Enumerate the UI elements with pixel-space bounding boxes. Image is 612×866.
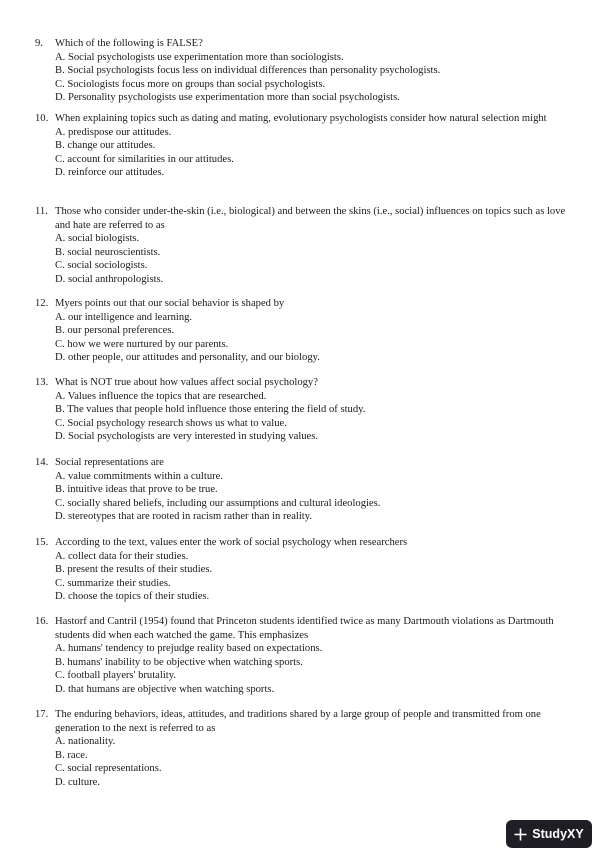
- question-stem: When explaining topics such as dating and mating, evolutionary psychologists consider how natural selection might: [55, 113, 547, 124]
- question-number: 17.: [35, 709, 49, 720]
- question-stem: Which of the following is FALSE?: [55, 38, 203, 49]
- question-10: [35, 112, 575, 180]
- question-number: 11.: [35, 206, 48, 217]
- question-number: 16.: [35, 616, 49, 627]
- question-number: 15.: [35, 537, 49, 548]
- option-d: D. choose the topics of their studies.: [55, 591, 210, 603]
- option-c: C. Social psychology research shows us what to value.: [55, 417, 287, 429]
- option-b: B. race.: [55, 749, 88, 761]
- option-d: D. social anthropologists.: [55, 273, 164, 285]
- badge-label: StudyXY: [532, 827, 584, 841]
- option-d: D. other people, our attitudes and personality, and our biology.: [55, 352, 320, 364]
- option-a: A. social biologists.: [55, 233, 140, 245]
- option-d: D. Personality psychologists use experimentation more than social psychologists.: [55, 92, 400, 104]
- question-stem: According to the text, values enter the work of social psychology when researchers: [55, 537, 408, 548]
- question-17: [35, 708, 575, 790]
- option-b: B. humans' inability to be objective when watching sports.: [55, 656, 303, 668]
- question-13: [35, 376, 575, 444]
- option-b: B. Social psychologists focus less on individual differences than personality psychologists.: [55, 65, 441, 77]
- question-number: 10.: [35, 113, 49, 124]
- question-number: 9.: [35, 38, 43, 49]
- plus-icon: [514, 828, 527, 841]
- question-11: [35, 205, 575, 287]
- option-a: A. Social psychologists use experimentation more than sociologists.: [55, 51, 344, 63]
- question-12: [35, 297, 575, 365]
- question-stem: Social representations are: [55, 457, 164, 468]
- question-stem: Hastorf and Cantril (1954) found that Princeton students identified twice as many Dartmouth violations as Dartmouth students did when each watched the game. This emphasizes: [55, 616, 554, 641]
- option-b: B. change our attitudes.: [55, 140, 156, 152]
- question-14: [35, 456, 575, 524]
- question-stem: The enduring behaviors, ideas, attitudes, and traditions shared by a large group of people and transmitted from one generation to the next is referred to as: [55, 709, 541, 734]
- option-a: A. our intelligence and learning.: [55, 311, 193, 323]
- question-number: 13.: [35, 377, 49, 388]
- option-c: C. football players' brutality.: [55, 670, 176, 682]
- option-a: A. collect data for their studies.: [55, 550, 189, 562]
- option-a: A. predispose our attitudes.: [55, 126, 172, 138]
- question-16: [35, 615, 575, 697]
- question-15: [35, 536, 575, 604]
- studyxy-badge[interactable]: [506, 820, 592, 848]
- option-b: B. social neuroscientists.: [55, 246, 161, 258]
- question-number: 12.: [35, 298, 49, 309]
- option-b: B. intuitive ideas that prove to be true.: [55, 484, 218, 496]
- option-b: B. our personal preferences.: [55, 325, 175, 337]
- option-c: C. summarize their studies.: [55, 577, 171, 589]
- question-stem: Those who consider under-the-skin (i.e., biological) and between the skins (i.e., social) influences on topics such as love and hate are referred to as: [55, 206, 566, 231]
- question-number: 14.: [35, 457, 49, 468]
- question-9: [35, 37, 575, 105]
- option-a: A. value commitments within a culture.: [55, 470, 223, 482]
- option-c: C. Sociologists focus more on groups than social psychologists.: [55, 78, 326, 90]
- option-d: D. Social psychologists are very interested in studying values.: [55, 431, 319, 443]
- option-a: A. Values influence the topics that are researched.: [55, 390, 267, 402]
- option-c: C. socially shared beliefs, including our assumptions and cultural ideologies.: [55, 497, 381, 509]
- option-c: C. how we were nurtured by our parents.: [55, 338, 229, 350]
- option-c: C. social sociologists.: [55, 260, 148, 272]
- option-d: D. reinforce our attitudes.: [55, 167, 165, 179]
- option-a: A. humans' tendency to prejudge reality based on expectations.: [55, 643, 323, 655]
- option-d: D. stereotypes that are rooted in racism rather than in reality.: [55, 511, 312, 523]
- question-stem: Myers points out that our social behavior is shaped by: [55, 298, 285, 309]
- option-b: B. present the results of their studies.: [55, 564, 213, 576]
- option-c: C. account for similarities in our attitudes.: [55, 153, 234, 165]
- option-d: D. that humans are objective when watching sports.: [55, 683, 275, 695]
- option-b: B. The values that people hold influence those entering the field of study.: [55, 404, 366, 416]
- question-stem: What is NOT true about how values affect social psychology?: [55, 377, 318, 388]
- option-c: C. social representations.: [55, 763, 162, 775]
- option-a: A. nationality.: [55, 736, 116, 748]
- option-d: D. culture.: [55, 776, 101, 788]
